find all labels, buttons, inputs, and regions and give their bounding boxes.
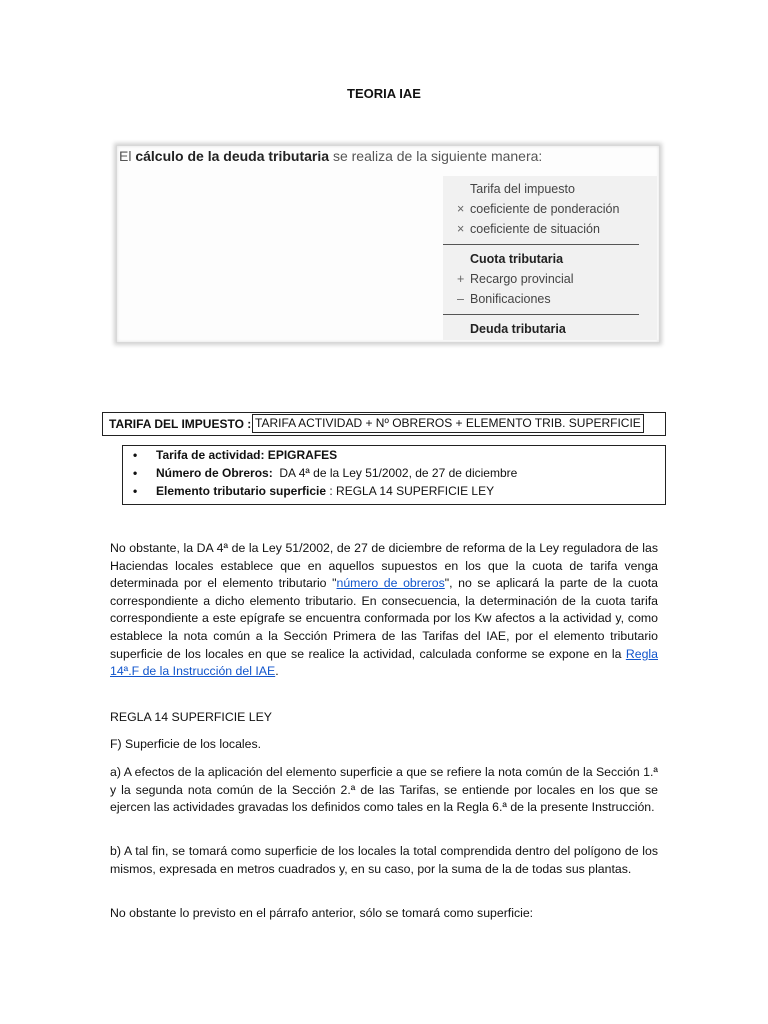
calc-line-bonificaciones: – Bonificaciones xyxy=(457,292,551,306)
tarifa-box xyxy=(102,412,666,436)
calc-divider xyxy=(443,314,639,315)
tarifa-formula: TARIFA ACTIVIDAD + Nº OBREROS + ELEMENTO TRIB. SUPERFICIE xyxy=(252,414,644,433)
bullet-item: • Elemento tributario superficie : REGLA 14 SUPERFICIE LEY xyxy=(133,484,495,498)
body-paragraph: No obstante, la DA 4ª de la Ley 51/2002, de 27 de diciembre de reforma de la Ley reguladora de las Haciendas locales establece que en aquellos supuestos en los que la cuota de tarifa venga determinada por el elemento tributario "número de obreros", no se aplicará la parte de la cuota correspondiente a dicho elemento tributario. En consecuencia, la determinación de la cuota tarifa correspondiente a este epígrafe se encuentra conformada por los Kw afectos a la actividad y, como establece la nota común a la Sección Primera de las Tarifas del IAE, por el elemento tributario superficie de los locales en que se realice la actividad, calculada conforme se expone en la Regla 14ª.F de la Instrucción del IAE. xyxy=(110,541,658,679)
body-paragraph: No obstante lo previsto en el párrafo anterior, sólo se tomará como superficie: xyxy=(110,906,534,920)
bullet-item: • Tarifa de actividad: EPIGRAFES xyxy=(133,448,338,462)
calc-line-situacion: × coeficiente de situación xyxy=(457,222,600,236)
calculation-panel xyxy=(443,176,657,340)
body-paragraph: a) A efectos de la aplicación del elemento superficie a que se refiere la nota común de la Sección 1.ª y la segunda nota común de la Sección 2.ª de las Tarifas, se entiende por locales en los que se ejercen las actividades gravadas los definidos como tales en la Regla 6.ª de la presente Instrucción. xyxy=(110,765,658,815)
calc-line-cuota: Cuota tributaria xyxy=(470,252,564,266)
calc-line-recargo: + Recargo provincial xyxy=(457,272,574,286)
link-regla-14[interactable]: Regla 14ª.F de la Instrucción del IAE xyxy=(110,646,658,679)
calc-line-deuda: Deuda tributaria xyxy=(470,322,566,336)
calculation-figure xyxy=(116,145,660,343)
calc-divider xyxy=(443,244,639,245)
bullet-item: • Número de Obreros: DA 4ª de la Ley 51/2002, de 27 de diciembre xyxy=(133,466,518,480)
section-heading: REGLA 14 SUPERFICIE LEY xyxy=(110,710,272,724)
calc-line-ponderacion: × coeficiente de ponderación xyxy=(457,202,620,216)
tarifa-label: TARIFA DEL IMPUESTO : xyxy=(109,417,252,431)
bullet-box xyxy=(122,445,666,505)
body-paragraph: b) A tal fin, se tomará como superficie de los locales la total comprendida dentro del polígono de los mismos, expresada en metros cuadrados y, en su caso, por la suma de la de todas sus plantas. xyxy=(110,844,658,876)
calc-line-tarifa: Tarifa del impuesto xyxy=(470,182,575,196)
body-paragraph: F) Superficie de los locales. xyxy=(110,737,262,751)
link-numero-obreros[interactable]: número de obreros xyxy=(336,576,445,591)
figure-intro-text: El cálculo de la deuda tributaria se realiza de la siguiente manera: xyxy=(119,148,543,164)
document-title: TEORIA IAE xyxy=(347,86,421,101)
